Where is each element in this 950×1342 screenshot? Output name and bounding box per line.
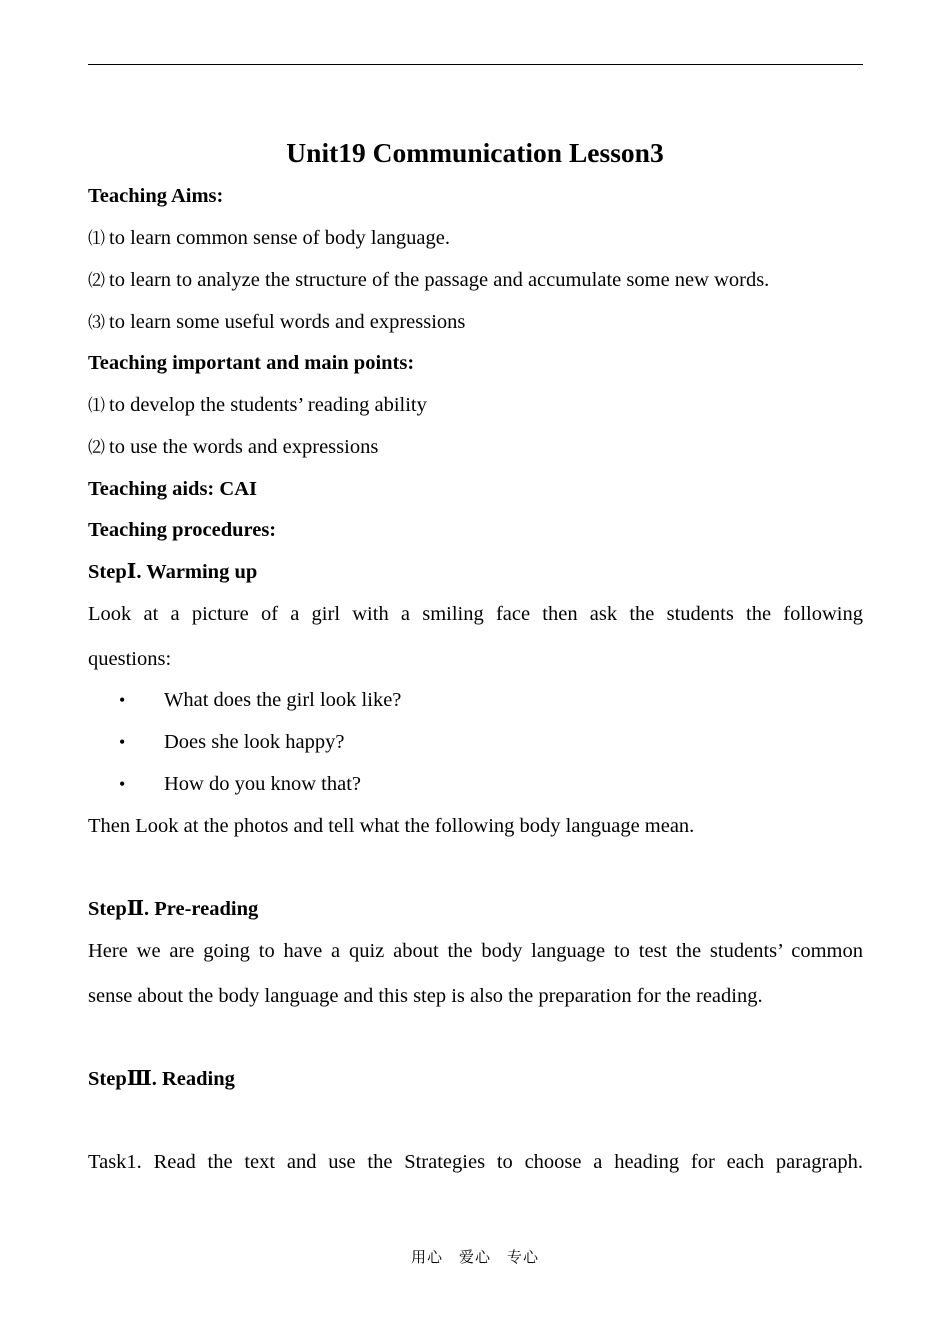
list-item: Does she look happy? xyxy=(164,731,345,753)
aim-number: ⑵ xyxy=(88,271,105,290)
points-heading: Teaching important and main points: xyxy=(88,352,415,374)
bullet-symbol: • xyxy=(119,732,126,752)
aims-heading: Teaching Aims: xyxy=(88,185,224,207)
aim-text: to learn to analyze the structure of the passage and accumulate some new words. xyxy=(109,269,770,291)
aim-text: to learn some useful words and expressions xyxy=(109,311,466,333)
list-item: How do you know that? xyxy=(164,773,362,795)
aids-heading: Teaching aids: CAI xyxy=(88,478,257,500)
aim-item xyxy=(88,267,769,294)
aim-number: ⑴ xyxy=(88,229,105,248)
point-number: ⑴ xyxy=(88,396,105,415)
procedures-heading: Teaching procedures: xyxy=(88,519,277,541)
aim-item xyxy=(88,225,450,252)
step1-paragraph-line: questions: xyxy=(88,648,172,670)
point-item xyxy=(88,434,378,461)
step1-paragraph-line: Look at a picture of a girl with a smiling face then ask the students the following xyxy=(88,603,863,625)
list-item: What does the girl look like? xyxy=(164,689,402,711)
step1-heading: StepⅠ. Warming up xyxy=(88,561,258,583)
page-footer: 用心 爱心 专心 xyxy=(410,1248,539,1266)
point-text: to use the words and expressions xyxy=(109,436,379,458)
point-number: ⑵ xyxy=(88,438,105,457)
step2-paragraph-line: Here we are going to have a quiz about the body language to test the students’ common xyxy=(88,940,863,962)
step3-heading: StepⅢ. Reading xyxy=(88,1068,235,1090)
aim-item xyxy=(88,309,465,336)
task1-line: Task1. Read the text and use the Strategies to choose a heading for each paragraph. xyxy=(88,1151,863,1173)
step1-closing: Then Look at the photos and tell what the following body language mean. xyxy=(88,815,695,837)
step2-heading: StepⅡ. Pre-reading xyxy=(88,898,259,920)
bullet-symbol: • xyxy=(119,690,126,710)
step2-paragraph-line: sense about the body language and this step is also the preparation for the reading. xyxy=(88,985,763,1007)
bullet-symbol: • xyxy=(119,774,126,794)
aim-text: to learn common sense of body language. xyxy=(109,227,451,249)
page-title: Unit19 Communication Lesson3 xyxy=(286,137,664,168)
header-rule xyxy=(88,64,863,65)
aim-number: ⑶ xyxy=(88,313,105,332)
point-item xyxy=(88,392,427,419)
point-text: to develop the students’ reading ability xyxy=(109,394,427,416)
